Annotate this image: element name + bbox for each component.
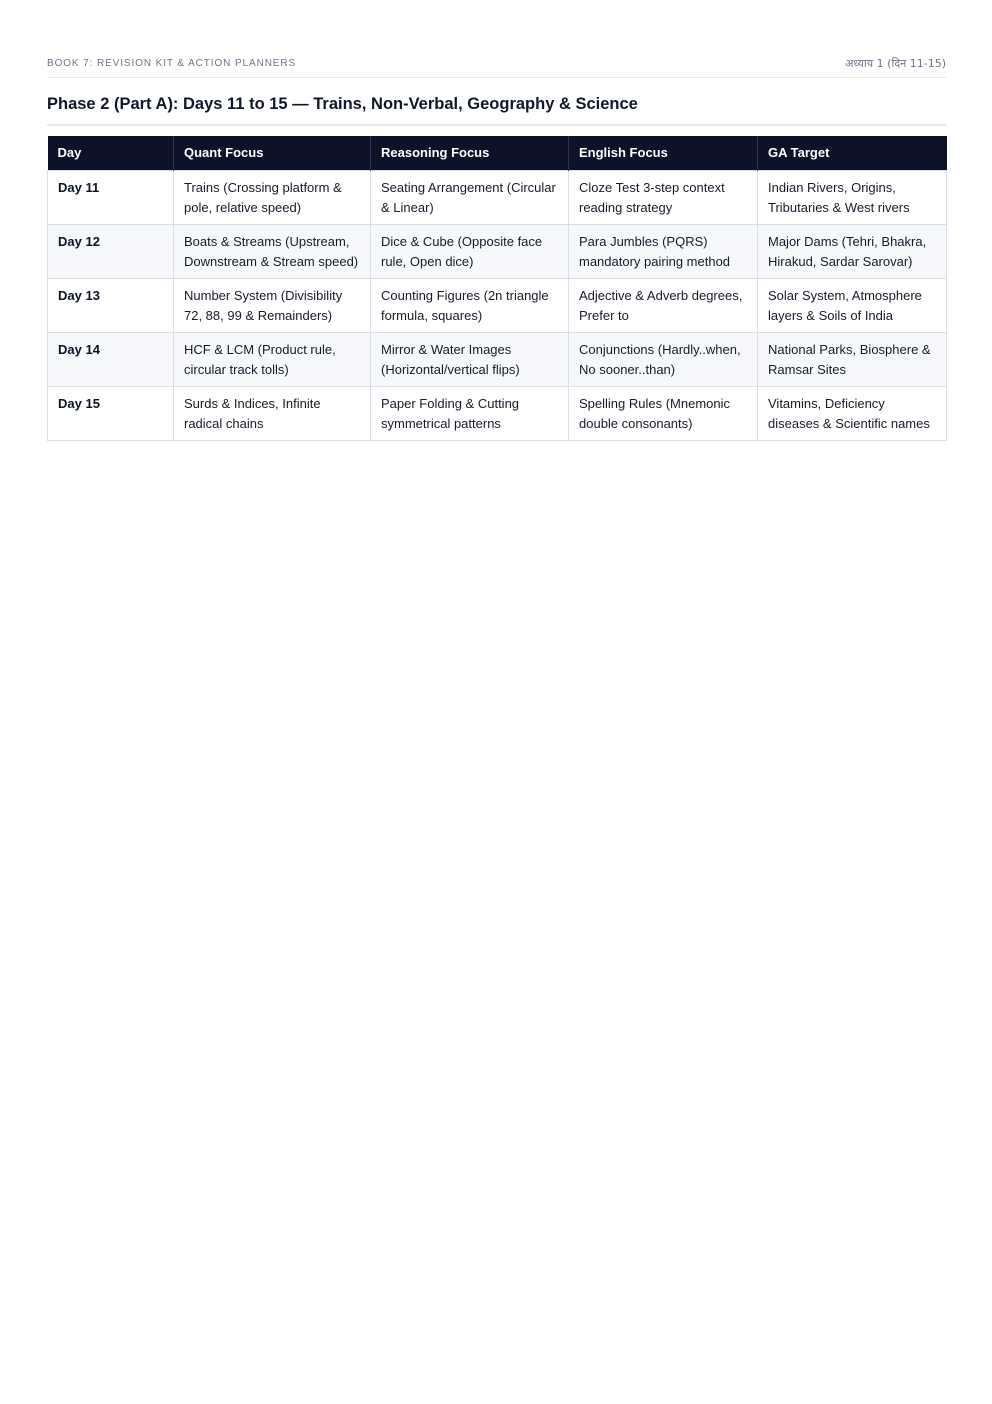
chapter-label: अध्याय 1 (दिन 11-15) [845, 57, 946, 70]
day-cell: Day 13 [48, 279, 174, 333]
english-cell: Cloze Test 3-step context reading strategy [569, 171, 758, 225]
table-row [48, 387, 947, 441]
ga-cell: Solar System, Atmosphere layers & Soils of India [758, 279, 947, 333]
quant-cell: Surds & Indices, Infinite radical chains [174, 387, 371, 441]
quant-cell: Trains (Crossing platform & pole, relative speed) [174, 171, 371, 225]
ga-cell: Indian Rivers, Origins, Tributaries & West rivers [758, 171, 947, 225]
day-cell: Day 11 [48, 171, 174, 225]
table-row [48, 333, 947, 387]
reasoning-cell: Mirror & Water Images (Horizontal/vertical flips) [371, 333, 569, 387]
page [47, 0, 946, 431]
table-row [48, 279, 947, 333]
day-cell: Day 14 [48, 333, 174, 387]
table-row [48, 225, 947, 279]
reasoning-cell: Counting Figures (2n triangle formula, squares) [371, 279, 569, 333]
study-plan-table [47, 136, 947, 441]
quant-cell: HCF & LCM (Product rule, circular track tolls) [174, 333, 371, 387]
english-cell: Conjunctions (Hardly..when, No sooner..than) [569, 333, 758, 387]
english-cell: Para Jumbles (PQRS) mandatory pairing method [569, 225, 758, 279]
ga-cell: Major Dams (Tehri, Bhakra, Hirakud, Sardar Sarovar) [758, 225, 947, 279]
running-header [47, 0, 946, 78]
reasoning-cell: Seating Arrangement (Circular & Linear) [371, 171, 569, 225]
english-cell: Adjective & Adverb degrees, Prefer to [569, 279, 758, 333]
book-title: BOOK 7: REVISION KIT & ACTION PLANNERS [47, 58, 297, 69]
quant-cell: Boats & Streams (Upstream, Downstream & Stream speed) [174, 225, 371, 279]
column-header-quant: Quant Focus [174, 136, 371, 171]
english-cell: Spelling Rules (Mnemonic double consonants) [569, 387, 758, 441]
reasoning-cell: Paper Folding & Cutting symmetrical patterns [371, 387, 569, 441]
ga-cell: Vitamins, Deficiency diseases & Scientific names [758, 387, 947, 441]
table-header-row [48, 136, 947, 171]
column-header-english: English Focus [569, 136, 758, 171]
column-header-ga: GA Target [758, 136, 947, 171]
title-divider [47, 124, 946, 126]
table-row [48, 171, 947, 225]
section-title: Phase 2 (Part A): Days 11 to 15 — Trains, Non-Verbal, Geography & Science [47, 95, 638, 113]
day-cell: Day 12 [48, 225, 174, 279]
reasoning-cell: Dice & Cube (Opposite face rule, Open dice) [371, 225, 569, 279]
column-header-day: Day [48, 136, 174, 171]
day-cell: Day 15 [48, 387, 174, 441]
ga-cell: National Parks, Biosphere & Ramsar Sites [758, 333, 947, 387]
column-header-reasoning: Reasoning Focus [371, 136, 569, 171]
quant-cell: Number System (Divisibility 72, 88, 99 & Remainders) [174, 279, 371, 333]
